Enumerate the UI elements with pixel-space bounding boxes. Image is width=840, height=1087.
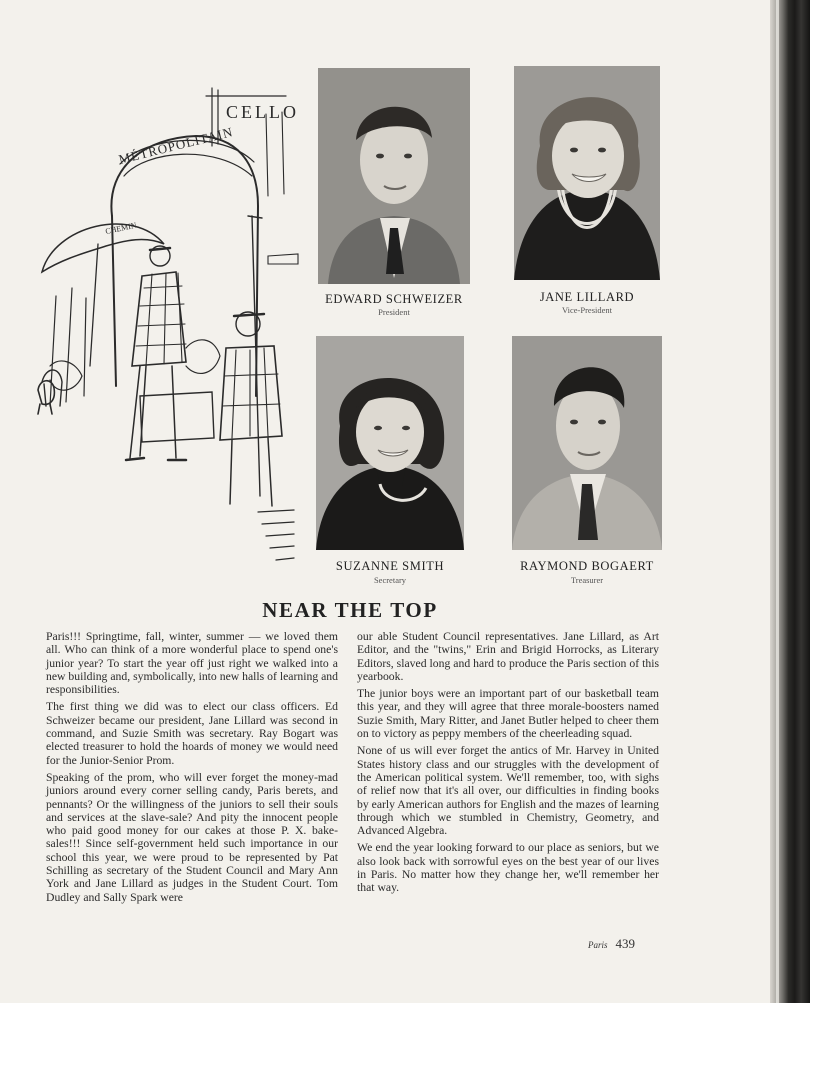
body-paragraph: We end the year looking forward to our place as seniors, but we also look back with sorrowful eyes on the best year of our lives in Paris. No matter how they change her, we'll remember her that way. (357, 841, 659, 895)
officer-role-president: President (378, 307, 410, 317)
footer-section-name: Paris (588, 940, 608, 950)
page-number: 439 (615, 936, 636, 951)
officer-photo-treasurer (512, 336, 662, 550)
portrait-image (318, 68, 470, 284)
portrait-image (316, 336, 464, 550)
body-paragraph: The first thing we did was to elect our class officers. Ed Schweizer became our president, Jane Lillard was second in command, and Suzie Smith was secretary. Ray Bogart was elected treasurer to hold the hoards of money we would need for the Junior-Senior Prom. (46, 700, 338, 767)
page-heading: NEAR THE TOP (262, 598, 438, 622)
metro-sign-text: MÉTROPOLITAIN (117, 123, 235, 167)
page-binding-edge (776, 0, 779, 1003)
officer-name-president: EDWARD SCHWEIZER (325, 292, 463, 306)
portrait-image (512, 336, 662, 550)
body-paragraph: Speaking of the prom, who will ever forget the money-mad juniors around every corner selling candy, Paris berets, and pennants? Or the willingness of the juniors to sell their souls and services at the slave-sale? And pity the innocent people who paid good money for our cakes at those P. X. bake-sales!!! Since self-government held such importance in our school this year, we were proud to be represented by Pat Schilling as secretary of the Student Council and Mary Ann York and Jane Lillard as judges in the Student Court. Tom Dudley and Sally Spark were (46, 770, 338, 904)
body-column-right (357, 630, 659, 899)
officer-photo-president (318, 68, 470, 284)
officer-role-vice-president: Vice-President (562, 305, 612, 315)
portrait-image (514, 66, 660, 280)
officer-role-treasurer: Treasurer (570, 575, 604, 585)
awning-text: CHEMIN (104, 220, 138, 236)
store-sign-text: CELLO (226, 102, 299, 122)
paris-metro-sketch (36, 66, 308, 566)
body-paragraph: The junior boys were an important part of our basketball team this year, and they will agree that three morale-boosters named Suzie Smith, Mary Ritter, and Janet Butler helped to cheer them on to victory as peppy members of the cheerleading squad. (357, 687, 659, 741)
officer-name-vice-president: JANE LILLARD (539, 290, 635, 304)
officer-name-secretary: SUZANNE SMITH (335, 559, 445, 573)
officer-role-secretary: Secretary (373, 575, 407, 585)
body-column-left (46, 630, 338, 908)
body-paragraph: our able Student Council representatives. Jane Lillard, as Art Editor, and the "twins," Erin and Brigid Horrocks, as Literary Editors, slaved long and hard to produce the Paris section of this yearbook. (357, 630, 659, 683)
body-paragraph: Paris!!! Springtime, fall, winter, summer — we loved them all. Who can think of a more wonderful place to spend one's junior year? To start the year off just right we walked into a new building and, symbolically, into new halls of learning and responsibilities. (46, 630, 338, 697)
officer-photo-secretary (316, 336, 464, 550)
body-paragraph: None of us will ever forget the antics of Mr. Harvey in United States history class and our struggles with the development of the American political system. We'll remember, too, with sighs of relief now that it's all over, our difficulties in finding books by early American authors for English and the mazes of learning through which we stumbled in Chemistry, Geometry, and Advanced Algebra. (357, 744, 659, 838)
page-footer (588, 936, 668, 952)
officer-photo-vice-president (514, 66, 660, 280)
officer-name-treasurer: RAYMOND BOGAERT (520, 559, 654, 573)
